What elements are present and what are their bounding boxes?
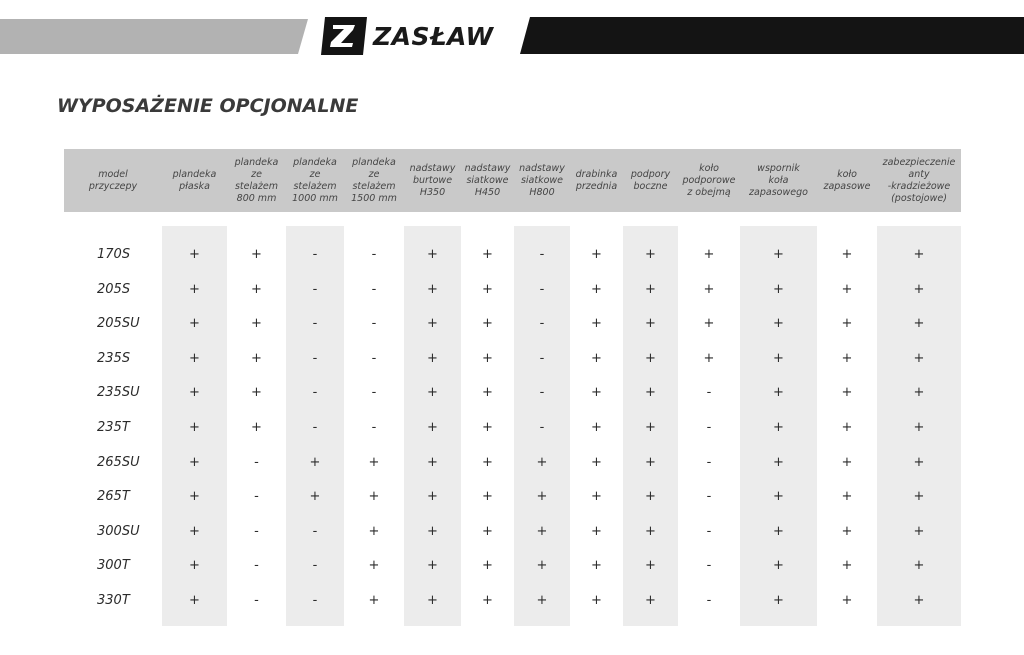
available-mark: +	[189, 489, 200, 505]
model-cell: 235T	[97, 420, 130, 435]
unavailable-mark: -	[539, 247, 545, 262]
unavailable-mark: -	[254, 523, 259, 539]
available-mark: +	[591, 489, 602, 505]
available-mark: +	[251, 420, 262, 435]
unavailable-mark: -	[371, 316, 377, 332]
available-mark: +	[773, 454, 784, 470]
available-mark: +	[536, 558, 548, 574]
model-cell: 265T	[97, 489, 130, 505]
available-mark: +	[368, 454, 380, 470]
column-header: podpory boczne	[630, 168, 671, 192]
available-mark: +	[703, 350, 715, 366]
available-mark: +	[189, 350, 200, 366]
available-mark: +	[913, 350, 925, 366]
available-mark: +	[645, 316, 656, 332]
available-mark: +	[427, 247, 438, 262]
brand-logo	[321, 17, 494, 55]
available-mark: +	[645, 420, 656, 435]
unavailable-mark: -	[539, 385, 545, 401]
available-mark: +	[427, 350, 438, 366]
model-cell: 330T	[97, 593, 130, 608]
available-mark: +	[368, 523, 380, 539]
available-mark: +	[841, 281, 853, 297]
unavailable-mark: -	[539, 316, 545, 332]
available-mark: +	[482, 523, 493, 539]
available-mark: +	[189, 454, 200, 470]
available-mark: +	[482, 489, 493, 505]
unavailable-mark: -	[539, 350, 545, 366]
available-mark: +	[482, 420, 493, 435]
unavailable-mark: -	[312, 281, 318, 297]
unavailable-mark: -	[254, 558, 259, 574]
available-mark: +	[645, 558, 656, 574]
available-mark: +	[189, 247, 200, 262]
available-mark: +	[368, 593, 380, 608]
available-mark: +	[913, 558, 925, 574]
available-mark: +	[536, 489, 548, 505]
model-cell: 265SU	[97, 454, 140, 470]
available-mark: +	[591, 523, 602, 539]
column-header: plandeka ze stelażem 1500 mm	[351, 156, 397, 204]
model-cell: 205SU	[97, 316, 140, 332]
available-mark: +	[913, 523, 925, 539]
available-mark: +	[913, 420, 925, 435]
unavailable-mark: -	[371, 247, 377, 262]
unavailable-mark: -	[706, 593, 712, 608]
unavailable-mark: -	[312, 316, 318, 332]
column-header: model przyczepy	[88, 168, 138, 192]
available-mark: +	[189, 385, 200, 401]
available-mark: +	[841, 489, 853, 505]
column-header: koło zapasowe	[823, 168, 871, 192]
available-mark: +	[645, 385, 656, 401]
unavailable-mark: -	[312, 420, 318, 435]
available-mark: +	[913, 489, 925, 505]
table-header	[64, 149, 961, 212]
column-header: nadstawy siatkowe H450	[464, 162, 511, 198]
unavailable-mark: -	[706, 420, 712, 435]
available-mark: +	[645, 593, 656, 608]
available-mark: +	[189, 558, 200, 574]
unavailable-mark: -	[371, 420, 377, 435]
model-cell: 235S	[97, 350, 131, 366]
available-mark: +	[251, 350, 262, 366]
available-mark: +	[189, 316, 200, 332]
unavailable-mark: -	[254, 593, 259, 608]
available-mark: +	[841, 454, 853, 470]
model-cell: 300T	[97, 558, 130, 574]
available-mark: +	[482, 281, 493, 297]
available-mark: +	[189, 593, 200, 608]
available-mark: +	[427, 420, 438, 435]
available-mark: +	[591, 420, 602, 435]
available-mark: +	[645, 489, 656, 505]
column-header: wspornik koła zapasowego	[749, 162, 808, 198]
available-mark: +	[645, 350, 656, 366]
available-mark: +	[427, 316, 438, 332]
available-mark: +	[645, 523, 656, 539]
model-cell: 205S	[97, 281, 131, 297]
available-mark: +	[703, 281, 715, 297]
available-mark: +	[773, 247, 784, 262]
column-header: plandeka płaska	[172, 168, 217, 192]
available-mark: +	[189, 420, 200, 435]
available-mark: +	[913, 454, 925, 470]
available-mark: +	[841, 523, 853, 539]
available-mark: +	[251, 316, 262, 332]
available-mark: +	[773, 420, 784, 435]
available-mark: +	[645, 247, 656, 262]
column-header: plandeka ze stelażem 800 mm	[234, 156, 279, 204]
available-mark: +	[591, 281, 602, 297]
available-mark: +	[841, 593, 853, 608]
unavailable-mark: -	[371, 350, 377, 366]
available-mark: +	[773, 593, 784, 608]
available-mark: +	[773, 350, 784, 366]
column-header: drabinka przednia	[575, 168, 618, 192]
available-mark: +	[913, 281, 925, 297]
available-mark: +	[591, 385, 602, 401]
available-mark: +	[841, 316, 853, 332]
available-mark: +	[482, 558, 493, 574]
unavailable-mark: -	[706, 454, 712, 470]
column-header: plandeka ze stelażem 1000 mm	[292, 156, 338, 204]
unavailable-mark: -	[312, 385, 318, 401]
model-cell: 235SU	[97, 385, 140, 401]
available-mark: +	[427, 454, 438, 470]
available-mark: +	[251, 281, 262, 297]
unavailable-mark: -	[706, 523, 712, 539]
available-mark: +	[427, 281, 438, 297]
unavailable-mark: -	[312, 247, 318, 262]
available-mark: +	[309, 489, 321, 505]
available-mark: +	[703, 247, 715, 262]
available-mark: +	[368, 489, 380, 505]
unavailable-mark: -	[539, 420, 545, 435]
available-mark: +	[703, 316, 715, 332]
available-mark: +	[536, 523, 548, 539]
header-band-black	[520, 17, 1024, 54]
unavailable-mark: -	[312, 558, 318, 574]
header-band-gray	[0, 19, 308, 54]
available-mark: +	[536, 454, 548, 470]
unavailable-mark: -	[371, 281, 377, 297]
column-header: koło podporowe z obejmą	[682, 162, 736, 198]
available-mark: +	[251, 385, 262, 401]
available-mark: +	[773, 489, 784, 505]
available-mark: +	[913, 247, 925, 262]
available-mark: +	[189, 523, 200, 539]
available-mark: +	[773, 385, 784, 401]
available-mark: +	[427, 489, 438, 505]
unavailable-mark: -	[254, 489, 259, 505]
zaslaw-logo-icon	[321, 17, 367, 55]
available-mark: +	[591, 350, 602, 366]
column-header: zabezpieczenie anty -kradzieżowe (postojowe)	[882, 156, 956, 204]
available-mark: +	[913, 316, 925, 332]
unavailable-mark: -	[312, 350, 318, 366]
unavailable-mark: -	[254, 454, 259, 470]
available-mark: +	[482, 350, 493, 366]
column-header: nadstawy burtowe H350	[409, 162, 456, 198]
model-cell: 300SU	[97, 523, 140, 539]
brand-name: ZASŁAW	[373, 21, 494, 51]
available-mark: +	[841, 558, 853, 574]
available-mark: +	[913, 385, 925, 401]
available-mark: +	[841, 385, 853, 401]
available-mark: +	[536, 593, 548, 608]
available-mark: +	[773, 316, 784, 332]
available-mark: +	[841, 247, 853, 262]
available-mark: +	[427, 385, 438, 401]
available-mark: +	[591, 558, 602, 574]
unavailable-mark: -	[706, 385, 712, 401]
model-cell: 170S	[97, 247, 131, 262]
available-mark: +	[368, 558, 380, 574]
available-mark: +	[251, 247, 262, 262]
page-title: WYPOSAŻENIE OPCJONALNE	[57, 95, 359, 117]
unavailable-mark: -	[371, 385, 377, 401]
available-mark: +	[482, 454, 493, 470]
available-mark: +	[645, 281, 656, 297]
available-mark: +	[591, 593, 602, 608]
available-mark: +	[427, 558, 438, 574]
available-mark: +	[591, 247, 602, 262]
available-mark: +	[189, 281, 200, 297]
available-mark: +	[427, 523, 438, 539]
available-mark: +	[913, 593, 925, 608]
available-mark: +	[841, 420, 853, 435]
available-mark: +	[591, 454, 602, 470]
available-mark: +	[482, 247, 493, 262]
available-mark: +	[482, 316, 493, 332]
available-mark: +	[645, 454, 656, 470]
unavailable-mark: -	[312, 593, 318, 608]
unavailable-mark: -	[706, 558, 712, 574]
available-mark: +	[427, 593, 438, 608]
available-mark: +	[482, 385, 493, 401]
available-mark: +	[773, 523, 784, 539]
column-header: nadstawy siatkowe H800	[519, 162, 565, 198]
available-mark: +	[773, 281, 784, 297]
available-mark: +	[773, 558, 784, 574]
available-mark: +	[841, 350, 853, 366]
unavailable-mark: -	[706, 489, 712, 505]
available-mark: +	[591, 316, 602, 332]
unavailable-mark: -	[539, 281, 545, 297]
available-mark: +	[482, 593, 493, 608]
unavailable-mark: -	[312, 523, 318, 539]
available-mark: +	[309, 454, 321, 470]
